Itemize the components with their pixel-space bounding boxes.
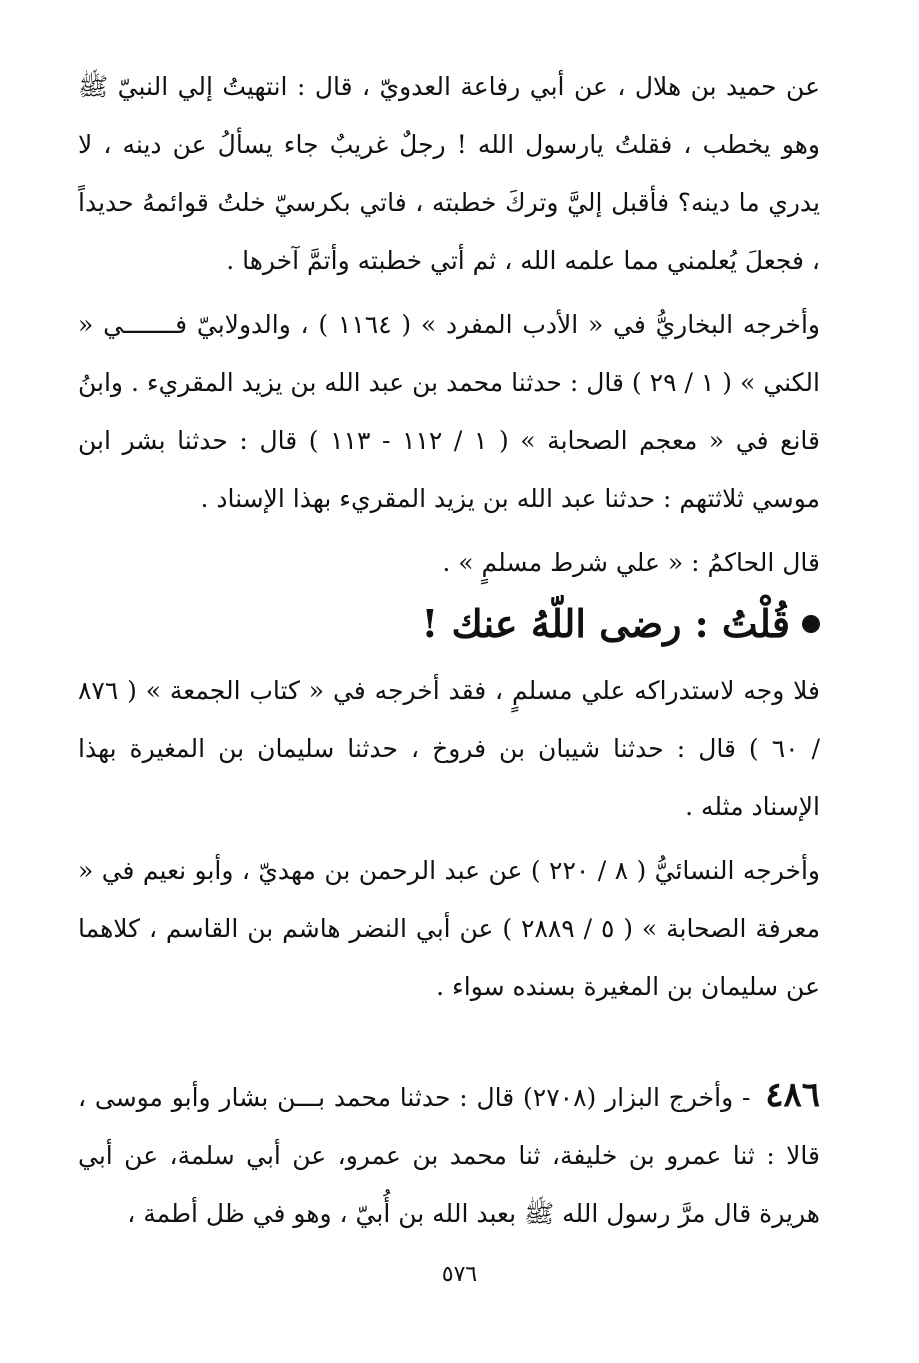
hadith-text: - وأخرج البزار (٢٧٠٨) قال : حدثنا محمد بـــن بشار وأبو موسى ، قالا : ثنا عمرو بن خليفة، ثنا محمد بن عمرو، عن أبي سلمة، عن أبي هريرة قال مرَّ رسول الله ﷺ بعبد الله بن أُبيّ ، وهو في ظل أطمة ، xyxy=(78,1083,820,1228)
heading-text: قُلْتُ : رضى اللّهُ عنك ! xyxy=(421,601,790,646)
hadith-paragraph xyxy=(78,1066,820,1243)
hadith-number: ٤٨٦ xyxy=(765,1075,820,1115)
paragraph: وأخرجه البخاريُّ في « الأدب المفرد » ( ١١٦٤ ) ، والدولابيّ فـــــــي « الكني » ( ١ / ٢٩ ) قال : حدثنا محمد بن عبد الله بن يزيد المقريء . وابنُ قانع في « معجم الصحابة » ( ١ / ١١٢ - ١١٣ ) قال : حدثنا بشر ابن موسي ثلاثتهم : حدثنا عبد الله بن يزيد المقريء بهذا الإسناد . xyxy=(78,310,820,513)
bullet-icon xyxy=(802,615,820,633)
paragraph: عن حميد بن هلال ، عن أبي رفاعة العدويّ ، قال : انتهيتُ إلي النبيّ ﷺ وهو يخطب ، فقلتُ يارسول الله ! رجلٌ غريبٌ جاء يسألُ عن دينه ، لا يدري ما دينه؟ فأقبل إليَّ وتركَ خطبته ، فاتي بكرسيّ خلتُ قوائمهُ حديداً ، فجعلَ يُعلمني مما علمه الله ، ثم أتي خطبته وأتمَّ آخرها . xyxy=(78,72,820,275)
page-number: ٥٧٦ xyxy=(441,1262,478,1287)
paragraph: وأخرجه النسائيُّ ( ٨ / ٢٢٠ ) عن عبد الرحمن بن مهديّ ، وأبو نعيم في « معرفة الصحابة » ( ٥ / ٢٨٨٩ ) عن أبي النضر هاشم بن القاسم ، كلاهما عن سليمان بن المغيرة بسنده سواء . xyxy=(78,856,820,1001)
section-heading xyxy=(78,592,820,656)
page-body xyxy=(78,58,820,1243)
paragraph: فلا وجه لاستدراكه علي مسلمٍ ، فقد أخرجه في « كتاب الجمعة » ( ٨٧٦ / ٦٠ ) قال : حدثنا شيبان بن فروخ ، حدثنا سليمان بن المغيرة بهذا الإسناد مثله . xyxy=(78,676,820,821)
paragraph: قال الحاكمُ : « علي شرط مسلمٍ » . xyxy=(442,548,820,577)
spacer xyxy=(78,1016,820,1066)
